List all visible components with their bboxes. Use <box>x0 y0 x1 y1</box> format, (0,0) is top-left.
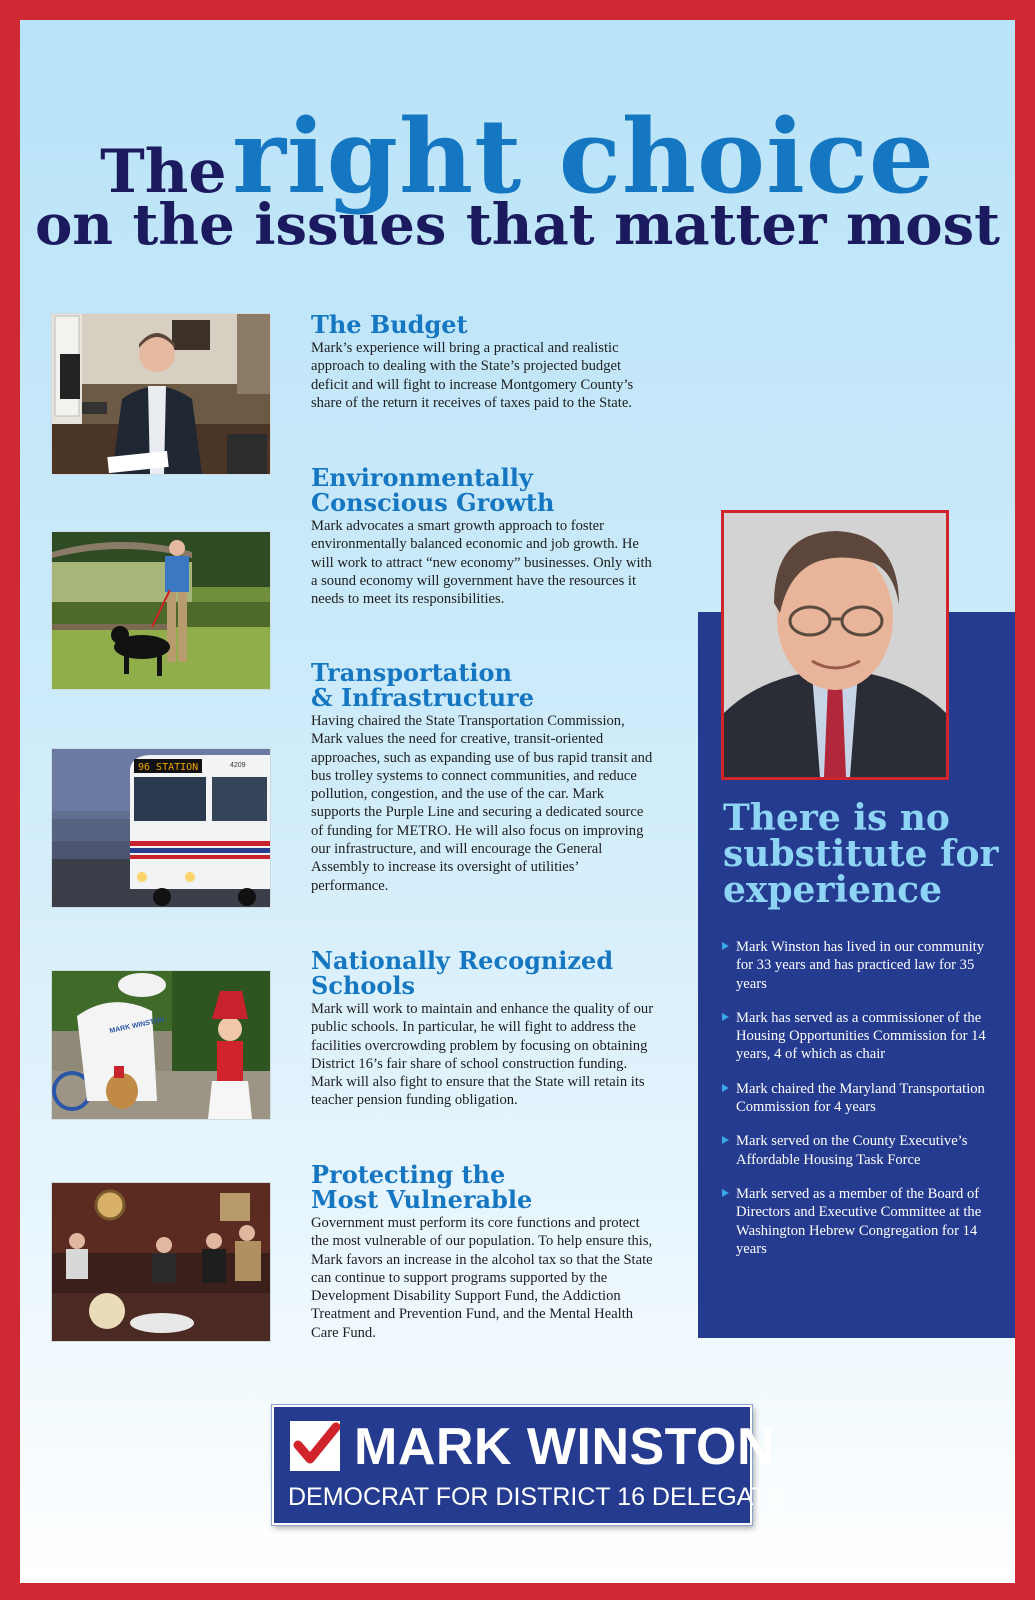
issue-schools <box>311 948 656 1110</box>
headline-right-choice: right choice <box>232 97 935 217</box>
candidate-subtitle: DEMOCRAT FOR DISTRICT 16 DELEGATE <box>288 1483 784 1511</box>
experience-item <box>722 1009 1002 1064</box>
candidate-name: MARK WINSTON <box>354 1418 776 1476</box>
experience-item-text: Mark Winston has lived in our community for 33 years and has practiced law for 35 years <box>736 939 985 992</box>
bullet-arrow-icon <box>722 942 729 950</box>
issue-title-line: Transportation <box>311 658 512 687</box>
experience-list <box>722 938 1002 1274</box>
issue-title-line: The Budget <box>311 310 468 339</box>
issue-environment <box>311 465 656 608</box>
experience-item <box>722 1132 1002 1169</box>
panel-title-line: substitute for <box>723 833 999 875</box>
photo-desk <box>51 313 271 475</box>
issue-title-line: Most Vulnerable <box>311 1185 533 1214</box>
issue-title-line: Schools <box>311 971 416 1000</box>
issue-environment-title <box>311 465 656 515</box>
issue-title-line: Protecting the <box>311 1160 506 1189</box>
experience-item-text: Mark served as a member of the Board of Directors and Executive Committee at the Washington Hebrew Congregation for 14 years <box>736 1185 982 1257</box>
photo-parade <box>51 970 271 1120</box>
checkmark-icon <box>290 1421 340 1471</box>
issue-vulnerable-title <box>311 1162 656 1212</box>
bullet-arrow-icon <box>722 1013 729 1021</box>
issue-title-line: & Infrastructure <box>311 683 534 712</box>
bullet-arrow-icon <box>722 1084 729 1092</box>
issue-schools-body: Mark will work to maintain and enhance the quality of our public schools. In particular, he will fight to address the facilities overcrowding problem by focusing on obtaining District 16’s fair share of school construction funding. Mark will also fight to ensure that the State will retain its teacher pension funding obligation. <box>311 1001 654 1109</box>
experience-item-text: Mark has served as a commissioner of the Housing Opportunities Commission for 14 years, 4 of which as chair <box>736 1009 986 1063</box>
experience-item-text: Mark served on the County Executive’s Affordable Housing Task Force <box>736 1133 968 1168</box>
headline-line-2: on the issues that matter most <box>34 192 1001 258</box>
panel-title-line: There is no <box>723 797 950 839</box>
issue-schools-title <box>311 948 656 998</box>
issue-environment-body: Mark advocates a smart growth approach to foster environmentally balanced economic and job growth. He will work to attract “new economy” businesses. Only with a sound economy will government have the resources it needs to meet its responsibilities. <box>311 518 652 608</box>
issue-title-line: Conscious Growth <box>311 488 555 517</box>
issue-transportation-body: Having chaired the State Transportation Commission, Mark values the need for creative, transit-oriented approaches, such as expanding use of bus rapid transit and bus trolley systems to connect communities, and reduce pollution, congestion, and the use of the car. Mark supports the Purple Line and securing a dedicated source of funding for METRO. He will also focus on improving our infrastructure, and will encourage the General Assembly to increase its oversight of utilities’ performance. <box>311 713 653 894</box>
campaign-poster <box>20 20 1015 1583</box>
bus-number: 4209 <box>230 762 246 769</box>
candidate-portrait <box>721 510 949 780</box>
issue-budget <box>311 312 656 412</box>
issue-vulnerable-body: Government must perform its core functions and protect the most vulnerable of our population. To help ensure this, Mark favors an increase in the alcohol tax so that the State can continue to support programs supported by the Development Disability Support Fund, the Addiction Treatment and Prevention Fund, and the Mental Health Care Fund. <box>311 1215 653 1341</box>
issue-budget-body: Mark’s experience will bring a practical and realistic approach to dealing with the State’s projected budget deficit and will fight to increase Montgomery County’s share of the return it receives of taxes paid to the State. <box>311 340 634 411</box>
photo-meeting <box>51 1182 271 1342</box>
bullet-arrow-icon <box>722 1136 729 1144</box>
experience-item <box>722 1080 1002 1117</box>
experience-item-text: Mark chaired the Maryland Transportation Commission for 4 years <box>736 1080 985 1116</box>
panel-title <box>723 797 1013 911</box>
experience-item <box>722 938 1002 993</box>
shirt-text: MARK WINSTON <box>108 1016 166 1035</box>
issue-transportation <box>311 660 656 895</box>
issue-budget-title <box>311 312 656 337</box>
photo-park-dog <box>51 531 271 690</box>
issue-transportation-title <box>311 660 656 710</box>
campaign-logo <box>272 1405 784 1525</box>
panel-title-line: experience <box>723 869 942 911</box>
headline-the: The <box>100 137 227 207</box>
experience-item <box>722 1185 1002 1258</box>
issue-title-line: Environmentally <box>311 463 533 492</box>
issue-title-line: Nationally Recognized <box>311 946 614 975</box>
bus-route-sign: 96 STATION <box>138 762 199 773</box>
bullet-arrow-icon <box>722 1189 729 1197</box>
photo-bus <box>51 748 271 908</box>
issue-vulnerable <box>311 1162 656 1342</box>
